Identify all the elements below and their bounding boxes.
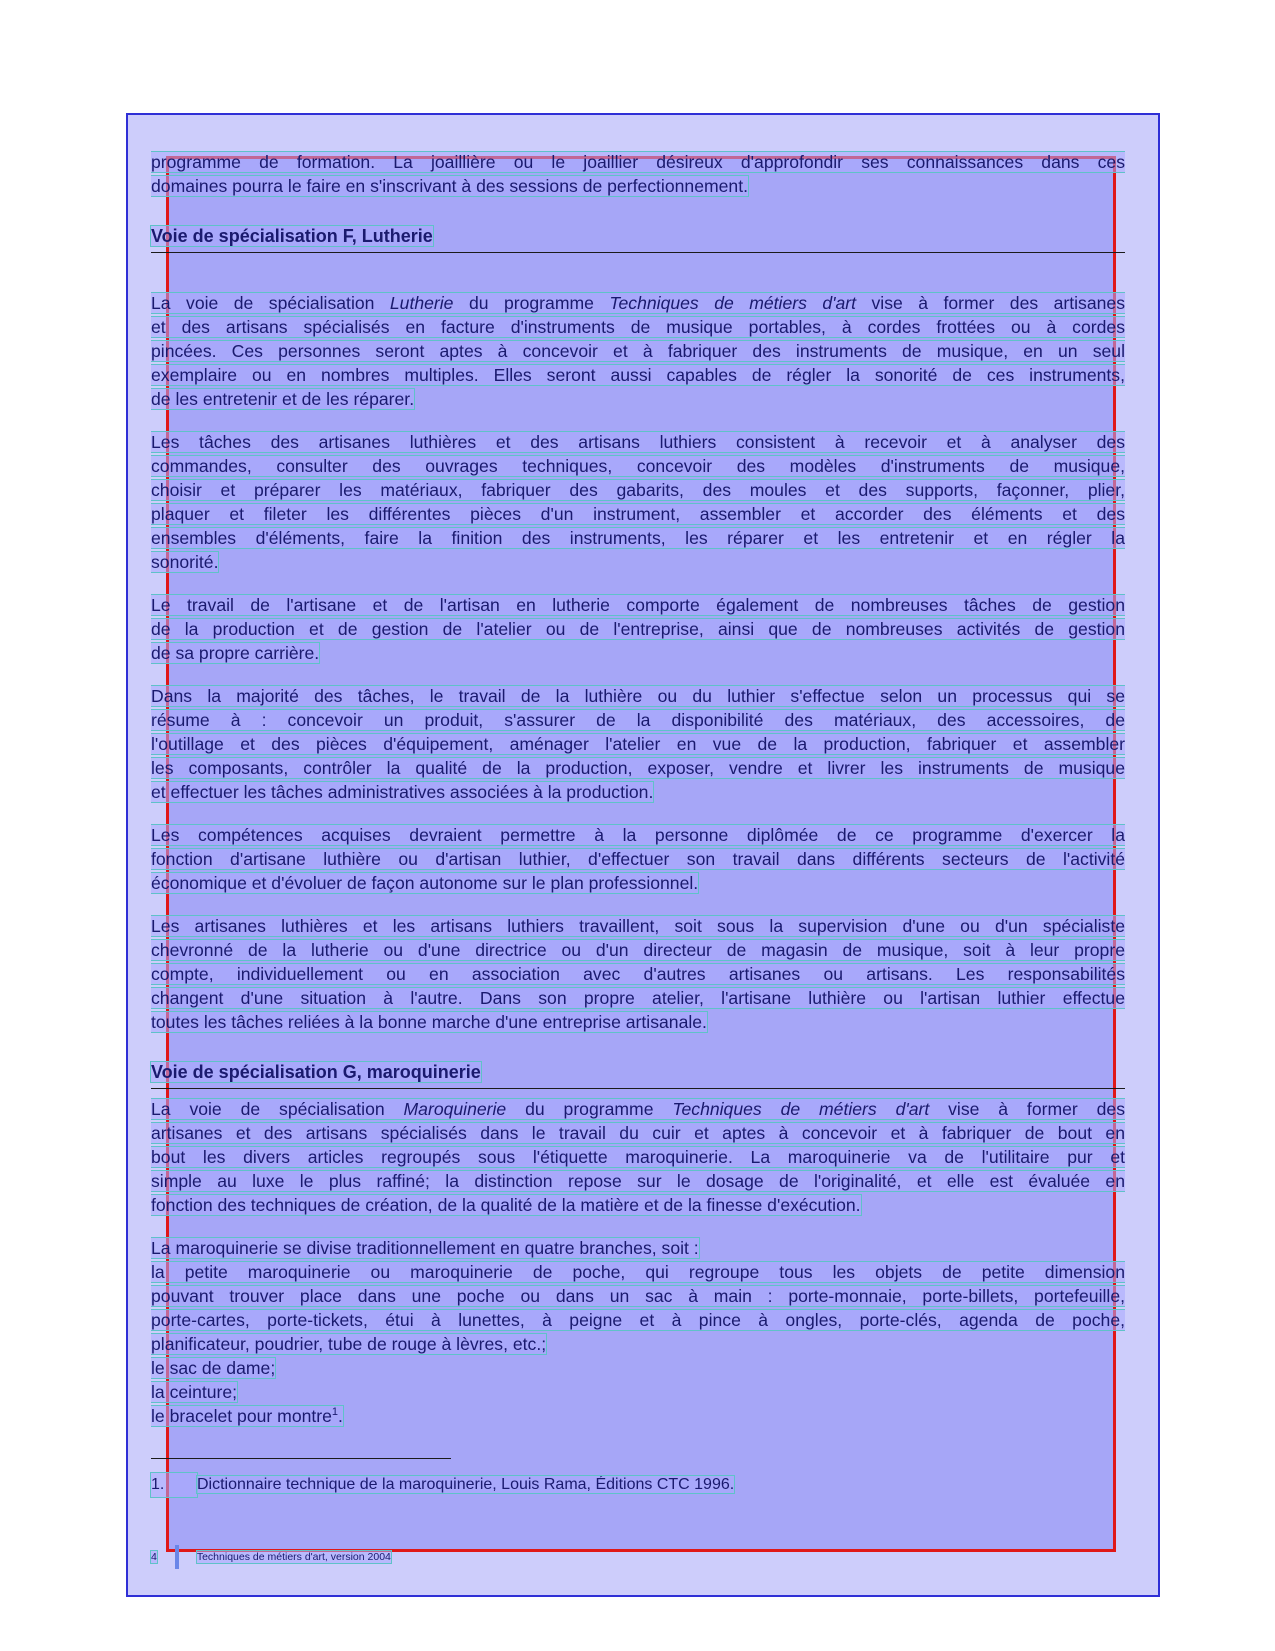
lutherie-paragraph-6 <box>151 914 1125 1034</box>
text-line: chevronné de la lutherie ou d'une directrice ou d'un directeur de magasin de musique, soit à leur propre <box>151 940 1125 960</box>
text-line: Les artisanes luthières et les artisans luthiers travaillent, soit sous la supervision d'une ou d'un spécialiste <box>151 916 1125 936</box>
text-line: pouvant trouver place dans une poche ou dans un sac à main : porte-monnaie, porte-billets, portefeuille, <box>151 1286 1125 1306</box>
text-line: pincées. Ces personnes seront aptes à concevoir et à fabriquer des instruments de musique, en un seul <box>151 341 1125 361</box>
text-line: plaquer et fileter les différentes pièces d'un instrument, assembler et accorder des éléments et des <box>151 504 1125 524</box>
text-line: La maroquinerie se divise traditionnellement en quatre branches, soit : <box>151 1238 699 1258</box>
text-line: Dans la majorité des tâches, le travail de la luthière ou du luthier s'effectue selon un processus qui se <box>151 686 1125 706</box>
footnote-text: Dictionnaire technique de la maroquinerie, Louis Rama, Éditions CTC 1996. <box>197 1476 735 1493</box>
text-line: l'outillage et des pièces d'équipement, aménager l'atelier en vue de la production, fabriquer et assembler <box>151 734 1125 754</box>
list-item: la ceinture; <box>151 1382 238 1402</box>
document-body <box>151 150 1125 1497</box>
text-line: économique et d'évoluer de façon autonome sur le plan professionnel. <box>151 873 699 893</box>
footnote <box>151 1473 1125 1497</box>
text-line: Les tâches des artisanes luthières et des artisans luthiers consistent à recevoir et à analyser des <box>151 432 1125 452</box>
text-line: et effectuer les tâches administratives associées à la production. <box>151 782 654 802</box>
text-line: choisir et préparer les matériaux, fabriquer des gabarits, des moules et des supports, façonner, plier, <box>151 480 1125 500</box>
maroquinerie-paragraph-1 <box>151 1097 1125 1217</box>
text-line: simple au luxe le plus raffiné; la distinction repose sur le dosage de l'originalité, et elle est évaluée en <box>151 1171 1125 1191</box>
footnote-reference: 1 <box>331 1406 339 1419</box>
list-item: le bracelet pour montre$^1$. <box>151 1406 343 1426</box>
text-line: de les entretenir et de les réparer. <box>151 389 415 409</box>
lutherie-paragraph-5 <box>151 823 1125 895</box>
text-line: compte, individuellement ou en association avec d'autres artisanes ou artisans. Les responsabilités <box>151 964 1125 984</box>
text-line: fonction des techniques de création, de la qualité de la matière et de la finesse d'exécution. <box>151 1195 861 1215</box>
text-line: la petite maroquinerie ou maroquinerie de poche, qui regroupe tous les objets de petite dimension <box>151 1262 1125 1282</box>
text-line: toutes les tâches reliées à la bonne marche d'une entreprise artisanale. <box>151 1012 707 1032</box>
section-heading-lutherie <box>151 224 1125 248</box>
text-line: résume à : concevoir un produit, s'assurer de la disponibilité des matériaux, des accessoires, de <box>151 710 1125 730</box>
text-line: changent d'une situation à l'autre. Dans son propre atelier, l'artisane luthière ou l'artisan luthier effectue <box>151 988 1125 1008</box>
text-line: et des artisans spécialisés en facture d'instruments de musique portables, à cordes frottées ou à cordes <box>151 317 1125 337</box>
text-line: sonorité. <box>151 552 219 572</box>
text-line: Le travail de l'artisane et de l'artisan en lutherie comporte également de nombreuses tâches de gestion <box>151 595 1125 615</box>
intro-paragraph <box>151 150 1125 198</box>
list-item: le sac de dame; <box>151 1358 276 1378</box>
footer-title: Techniques de métiers d'art, version 2004 <box>196 1550 391 1563</box>
text-line: les composants, contrôler la qualité de la production, exposer, vendre et livrer les instruments de musique <box>151 758 1125 778</box>
footnote-number: 1. <box>151 1473 197 1497</box>
text-line: artisanes et des artisans spécialisés dans le travail du cuir et aptes à concevoir et à fabriquer de bout en <box>151 1123 1125 1143</box>
text-line: La voie de spécialisation Lutherie du programme Techniques de métiers d'art vise à former des artisanes <box>151 293 1125 313</box>
text-line: programme de formation. La joaillière ou le joaillier désireux d'approfondir ses connaissances dans ces <box>151 152 1125 172</box>
page-number: 4 <box>151 1550 157 1563</box>
section-heading-maroquinerie <box>151 1060 1125 1084</box>
maroquinerie-paragraph-2 <box>151 1236 1125 1428</box>
footer-divider <box>175 1545 179 1569</box>
text-line: porte-cartes, porte-tickets, étui à lunettes, à peigne et à pince à ongles, porte-clés, agenda de poche, <box>151 1310 1125 1330</box>
text-line: La voie de spécialisation Maroquinerie du programme Techniques de métiers d'art vise à former des <box>151 1099 1125 1119</box>
page-footer <box>151 1545 391 1569</box>
heading-text: Voie de spécialisation F, Lutherie <box>151 226 433 246</box>
lutherie-paragraph-4 <box>151 684 1125 804</box>
lutherie-paragraph-3 <box>151 593 1125 665</box>
text-line: domaines pourra le faire en s'inscrivant à des sessions de perfectionnement. <box>151 176 748 196</box>
text-line: planificateur, poudrier, tube de rouge à lèvres, etc.; <box>151 1334 547 1354</box>
text-line: fonction d'artisane luthière ou d'artisan luthier, d'effectuer son travail dans différents secteurs de l'activité <box>151 849 1125 869</box>
text-line: Les compétences acquises devraient permettre à la personne diplômée de ce programme d'exercer la <box>151 825 1125 845</box>
text-line: commandes, consulter des ouvrages techniques, concevoir des modèles d'instruments de musique, <box>151 456 1125 476</box>
footnote-separator <box>151 1458 451 1459</box>
heading-text: Voie de spécialisation G, maroquinerie <box>151 1062 481 1082</box>
lutherie-paragraph-1 <box>151 291 1125 411</box>
lutherie-paragraph-2 <box>151 430 1125 574</box>
text-line: de sa propre carrière. <box>151 643 320 663</box>
text-line: exemplaire ou en nombres multiples. Elles seront aussi capables de régler la sonorité de ces instruments, <box>151 365 1125 385</box>
text-line: ensembles d'éléments, faire la finition des instruments, les réparer et les entretenir et en régler la <box>151 528 1125 548</box>
text-line: bout les divers articles regroupés sous l'étiquette maroquinerie. La maroquinerie va de l'utilitaire pur et <box>151 1147 1125 1167</box>
text-line: de la production et de gestion de l'atelier ou de l'entreprise, ainsi que de nombreuses activités de gestion <box>151 619 1125 639</box>
